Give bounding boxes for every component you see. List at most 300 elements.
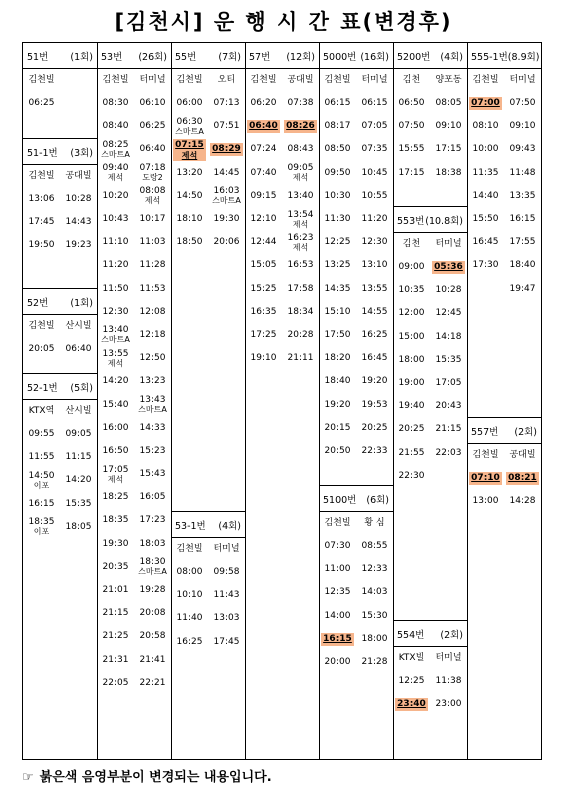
time-cell <box>97 350 134 368</box>
stop-name: 황 심 <box>364 518 385 528</box>
time-value: 07:13 <box>213 98 240 109</box>
time-row <box>245 115 319 138</box>
changed-time-highlight <box>321 633 354 646</box>
time-cell <box>245 331 282 340</box>
stop-note: 스마트A <box>138 567 167 577</box>
time-value: 08:10 <box>472 121 499 132</box>
stop-name: 김천빌 <box>28 75 55 85</box>
time-value: 18:40 <box>324 376 351 387</box>
time-cell <box>356 261 393 270</box>
time-value: 21:31 <box>102 654 129 665</box>
time-value: 15:35 <box>65 498 92 509</box>
time-cell <box>245 215 282 224</box>
footnote-text: 붉은색 음영부분이 변경되는 내용입니다. <box>39 770 272 785</box>
time-cell <box>60 195 97 204</box>
time-cell <box>393 286 430 295</box>
time-cell <box>319 588 356 597</box>
time-cell <box>504 238 541 247</box>
time-cell <box>208 169 245 178</box>
time-row <box>97 417 171 440</box>
time-cell <box>97 192 134 201</box>
time-cell <box>208 591 245 600</box>
time-cell <box>245 261 282 270</box>
time-row <box>245 347 319 370</box>
route-header <box>23 43 97 69</box>
time-value: 08:40 <box>102 121 129 132</box>
time-value: 11:53 <box>139 283 166 294</box>
time-cell <box>97 141 134 159</box>
time-cell <box>356 99 393 108</box>
route-section <box>393 206 467 488</box>
time-value: 12:30 <box>361 237 388 248</box>
time-cell <box>245 99 282 108</box>
time-cell <box>60 453 97 462</box>
time-cell <box>319 612 356 621</box>
time-value: 18:35 <box>28 517 55 528</box>
time-row <box>393 395 467 418</box>
route-column <box>393 43 468 759</box>
time-value: 17:45 <box>213 636 240 647</box>
stop-name: 양포동 <box>435 75 462 85</box>
time-row <box>23 446 97 469</box>
time-value: 09:10 <box>435 121 462 132</box>
time-row <box>171 185 245 208</box>
time-row <box>319 393 393 416</box>
changed-time-highlight <box>210 143 243 156</box>
time-cell <box>23 518 60 536</box>
time-cell <box>319 238 356 247</box>
time-cell <box>245 169 282 178</box>
time-cell <box>134 424 171 433</box>
time-value: 14:40 <box>472 190 499 201</box>
time-value: 19:28 <box>139 585 166 596</box>
time-row <box>319 581 393 604</box>
time-cell <box>97 493 134 502</box>
trip-count: (26회) <box>138 51 167 63</box>
time-value: 10:10 <box>176 590 203 601</box>
page-title: [김천시] 운 행 시 간 표(변경후) <box>114 10 453 34</box>
time-cell <box>134 396 171 414</box>
time-cell <box>356 588 393 597</box>
stop-note: 스마트A <box>101 335 130 345</box>
time-value: 12:10 <box>250 214 277 225</box>
time-value: 21:41 <box>139 654 166 665</box>
time-value: 05:36 <box>434 262 463 273</box>
time-value: 12:50 <box>139 353 166 364</box>
stop-note: 제석 <box>107 173 124 183</box>
time-cell <box>467 97 504 110</box>
time-cell <box>504 192 541 201</box>
stop-header-row <box>23 400 97 423</box>
timetable <box>22 42 542 760</box>
route-section <box>171 43 245 254</box>
time-value: 06:20 <box>250 98 277 109</box>
time-row <box>467 162 541 185</box>
time-value: 23:00 <box>435 699 462 710</box>
stop-note: 이포 <box>33 480 50 490</box>
time-value: 11:40 <box>176 613 203 624</box>
time-cell <box>319 99 356 108</box>
time-cell <box>319 122 356 131</box>
time-cell <box>430 402 467 411</box>
time-cell <box>134 308 171 317</box>
stop-header-row <box>23 165 97 188</box>
time-value: 11:20 <box>102 260 129 271</box>
time-cell <box>23 500 60 509</box>
time-value: 20:06 <box>213 237 240 248</box>
time-cell <box>467 472 504 485</box>
time-cell <box>134 516 171 525</box>
time-row <box>23 493 97 516</box>
time-value: 09:58 <box>213 567 240 578</box>
time-cell <box>430 700 467 709</box>
time-value: 09:00 <box>398 262 425 273</box>
time-row <box>171 231 245 254</box>
time-value: 12:45 <box>435 308 462 319</box>
time-row <box>319 558 393 581</box>
time-row <box>171 561 245 584</box>
time-cell <box>319 658 356 667</box>
time-cell <box>171 169 208 178</box>
time-cell <box>356 612 393 621</box>
time-cell <box>393 122 430 131</box>
time-row <box>97 463 171 486</box>
time-cell <box>208 238 245 247</box>
time-value: 21:15 <box>102 608 129 619</box>
time-row <box>393 279 467 302</box>
time-value: 19:10 <box>250 353 277 364</box>
stop-note: 스마트A <box>175 126 204 136</box>
time-value: 18:03 <box>139 538 166 549</box>
time-cell <box>393 356 430 365</box>
time-value: 13:55 <box>361 283 388 294</box>
time-row <box>97 509 171 532</box>
route-column <box>97 43 172 759</box>
stop-name: 터미널 <box>509 75 536 85</box>
time-row <box>319 92 393 115</box>
time-row <box>97 347 171 370</box>
route-number: 555-1번 <box>471 51 508 63</box>
route-number: 554번 <box>397 629 425 641</box>
time-cell <box>134 354 171 363</box>
time-row <box>319 347 393 370</box>
time-value: 11:30 <box>324 214 351 225</box>
time-value: 11:10 <box>102 237 129 248</box>
time-value: 14:55 <box>361 306 388 317</box>
time-cell <box>356 635 393 644</box>
time-cell <box>430 425 467 434</box>
time-value: 17:50 <box>324 329 351 340</box>
time-cell <box>393 145 430 154</box>
route-section <box>393 620 467 716</box>
time-cell <box>282 331 319 340</box>
time-value: 09:55 <box>28 429 55 440</box>
route-column <box>467 43 541 759</box>
time-cell <box>171 568 208 577</box>
time-cell <box>134 261 171 270</box>
time-value: 11:28 <box>139 260 166 271</box>
time-row <box>23 188 97 211</box>
time-value: 21:01 <box>102 585 129 596</box>
time-cell <box>467 169 504 178</box>
time-cell <box>134 377 171 386</box>
time-value: 15:35 <box>435 354 462 365</box>
time-cell <box>467 497 504 506</box>
time-row <box>97 92 171 115</box>
stop-header-row <box>23 315 97 338</box>
time-value: 07:30 <box>324 541 351 552</box>
time-value: 16:35 <box>250 306 277 317</box>
route-section <box>171 511 245 654</box>
time-value: 18:05 <box>65 521 92 532</box>
route-header <box>245 43 319 69</box>
time-cell <box>319 145 356 154</box>
time-cell <box>208 614 245 623</box>
time-value: 17:30 <box>472 260 499 271</box>
time-value: 14:33 <box>139 422 166 433</box>
time-cell <box>134 632 171 641</box>
time-value: 14:18 <box>435 331 462 342</box>
time-cell <box>319 565 356 574</box>
route-number: 52-1번 <box>27 382 58 394</box>
time-row <box>245 208 319 231</box>
stop-header-row <box>245 69 319 92</box>
time-row <box>97 254 171 277</box>
time-cell <box>393 402 430 411</box>
time-cell <box>393 263 430 272</box>
time-cell <box>60 345 97 354</box>
time-row <box>393 138 467 161</box>
time-value: 18:50 <box>176 237 203 248</box>
time-cell <box>97 215 134 224</box>
footnote <box>22 766 272 785</box>
time-cell <box>282 145 319 154</box>
time-value: 13:06 <box>28 194 55 205</box>
time-value: 16:25 <box>361 329 388 340</box>
time-cell <box>467 261 504 270</box>
time-cell <box>319 215 356 224</box>
time-value: 06:40 <box>65 344 92 355</box>
time-row <box>23 469 97 492</box>
time-cell <box>245 145 282 154</box>
stop-header-row <box>319 512 393 535</box>
time-cell <box>319 261 356 270</box>
time-value: 11:38 <box>435 676 462 687</box>
time-row <box>319 115 393 138</box>
time-cell <box>467 192 504 201</box>
time-value: 22:21 <box>139 677 166 688</box>
time-row <box>467 92 541 115</box>
time-cell <box>134 609 171 618</box>
stop-header-row <box>171 538 245 561</box>
stop-note: 이포 <box>33 527 50 537</box>
time-value: 20:05 <box>28 344 55 355</box>
trip-count: (7회) <box>218 51 241 63</box>
stop-note: 제석 <box>107 358 124 368</box>
time-cell <box>171 614 208 623</box>
time-cell <box>134 558 171 576</box>
time-cell <box>23 218 60 227</box>
time-cell <box>97 586 134 595</box>
time-value: 06:30 <box>176 116 203 127</box>
changed-time-highlight <box>506 472 539 485</box>
time-value: 07:51 <box>213 121 240 132</box>
time-value: 11:20 <box>361 214 388 225</box>
time-cell <box>282 120 319 133</box>
time-value: 16:50 <box>102 445 129 456</box>
time-value: 16:53 <box>287 260 314 271</box>
trip-count: (1회) <box>70 297 93 309</box>
time-cell <box>319 447 356 456</box>
time-row <box>319 651 393 674</box>
time-row <box>97 162 171 185</box>
time-value: 10:45 <box>361 167 388 178</box>
time-value: 16:15 <box>28 498 55 509</box>
time-value: 17:23 <box>139 515 166 526</box>
time-cell <box>134 493 171 502</box>
time-row <box>97 579 171 602</box>
time-cell <box>97 424 134 433</box>
time-value: 18:35 <box>102 515 129 526</box>
time-value: 11:55 <box>28 452 55 463</box>
time-row <box>23 423 97 446</box>
route-section <box>23 373 97 539</box>
time-value: 10:43 <box>102 214 129 225</box>
time-row <box>245 185 319 208</box>
time-cell <box>134 679 171 688</box>
time-value: 15:25 <box>250 283 277 294</box>
time-cell <box>356 145 393 154</box>
stop-note: 제석 <box>144 196 161 206</box>
time-value: 11:43 <box>213 590 240 601</box>
stop-name: 김천빌 <box>176 544 203 554</box>
time-cell <box>356 215 393 224</box>
route-number: 557번 <box>471 426 499 438</box>
time-cell <box>430 356 467 365</box>
time-cell <box>208 143 245 156</box>
time-cell <box>430 677 467 686</box>
trip-count: (1회) <box>70 51 93 63</box>
time-cell <box>97 466 134 484</box>
time-row <box>393 256 467 279</box>
time-cell <box>430 286 467 295</box>
time-value: 06:50 <box>398 98 425 109</box>
stop-name: 터미널 <box>139 75 166 85</box>
route-number: 53번 <box>101 51 123 63</box>
time-cell <box>430 122 467 131</box>
time-value: 14:20 <box>102 376 129 387</box>
time-value: 14:43 <box>65 217 92 228</box>
time-cell <box>208 187 245 205</box>
time-value: 06:25 <box>28 98 55 109</box>
time-value: 09:05 <box>65 429 92 440</box>
time-cell <box>208 568 245 577</box>
stop-name: 김천빌 <box>472 450 499 460</box>
time-row <box>97 138 171 161</box>
time-value: 11:03 <box>139 237 166 248</box>
time-value: 16:45 <box>361 353 388 364</box>
time-value: 22:30 <box>398 470 425 481</box>
time-value: 13:55 <box>102 348 129 359</box>
time-cell <box>356 658 393 667</box>
time-cell <box>245 285 282 294</box>
time-value: 15:43 <box>139 469 166 480</box>
time-value: 13:25 <box>324 260 351 271</box>
route-section <box>245 43 319 370</box>
route-section <box>23 288 97 361</box>
route-number: 5200번 <box>397 51 431 63</box>
time-value: 16:05 <box>139 492 166 503</box>
time-cell <box>467 145 504 154</box>
time-value: 18:34 <box>287 306 314 317</box>
time-cell <box>245 354 282 363</box>
time-cell <box>430 99 467 108</box>
time-row <box>171 631 245 654</box>
changed-time-highlight <box>432 261 465 274</box>
time-value: 12:33 <box>361 564 388 575</box>
time-value: 11:00 <box>324 564 351 575</box>
time-value: 08:26 <box>286 121 315 132</box>
time-cell <box>97 540 134 549</box>
time-cell <box>430 169 467 178</box>
time-value: 09:05 <box>287 163 314 174</box>
time-value: 19:47 <box>509 283 536 294</box>
time-row <box>393 302 467 325</box>
time-value: 18:25 <box>102 492 129 503</box>
changed-time-highlight <box>173 139 206 161</box>
time-value: 18:40 <box>509 260 536 271</box>
trip-count: (10.8회) <box>425 215 463 227</box>
time-cell <box>60 218 97 227</box>
route-section <box>319 43 393 463</box>
time-value: 10:28 <box>435 285 462 296</box>
time-row <box>97 370 171 393</box>
time-value: 21:15 <box>435 424 462 435</box>
time-cell <box>134 99 171 108</box>
changed-time-highlight <box>469 472 502 485</box>
route-section <box>23 43 97 115</box>
time-value: 12:25 <box>398 676 425 687</box>
time-cell <box>356 377 393 386</box>
time-value: 17:25 <box>250 329 277 340</box>
time-row <box>319 138 393 161</box>
time-cell <box>356 308 393 317</box>
time-row <box>319 628 393 651</box>
time-row <box>97 602 171 625</box>
stop-name: 김천빌 <box>28 321 55 331</box>
time-value: 15:05 <box>250 260 277 271</box>
time-row <box>467 278 541 301</box>
time-cell <box>393 677 430 686</box>
time-cell <box>430 309 467 318</box>
time-cell <box>356 424 393 433</box>
time-row <box>319 440 393 463</box>
time-value: 18:00 <box>361 633 388 644</box>
time-value: 16:25 <box>176 636 203 647</box>
route-number: 51번 <box>27 51 49 63</box>
time-row <box>467 254 541 277</box>
time-cell <box>97 326 134 344</box>
time-row <box>23 516 97 539</box>
time-row <box>393 442 467 465</box>
stop-name: 산시빌 <box>65 321 92 331</box>
route-section <box>467 43 541 301</box>
time-row <box>97 208 171 231</box>
time-row <box>171 208 245 231</box>
time-value: 17:15 <box>435 144 462 155</box>
time-cell <box>282 308 319 317</box>
time-value: 14:20 <box>65 475 92 486</box>
